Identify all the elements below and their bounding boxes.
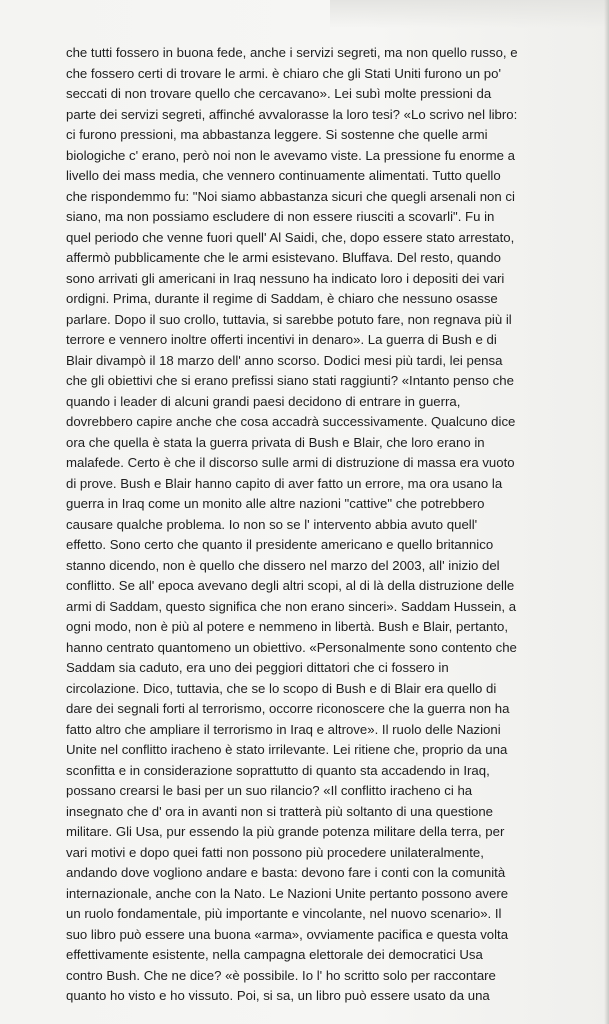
text-line: sono arrivati gli americani in Iraq nessuno ha indicato loro i depositi dei vari [66, 270, 505, 286]
text-line: causare qualche problema. Io non so se l' intervento abbia avuto quell' [66, 516, 478, 532]
text-line: stanno dicendo, non è quello che dissero nel marzo del 2003, all' inizio del [66, 557, 500, 573]
text-line: che tutti fossero in buona fede, anche i servizi segreti, ma non quello russo, e [66, 45, 518, 60]
text-line: malafede. Certo è che il discorso sulle armi di distruzione di massa era vuoto [66, 455, 515, 470]
text-line: quanto ho visto e ho vissuto. Poi, si sa, un libro può essere usato da una [66, 988, 490, 1003]
text-line: ci furono pressioni, ma abbastanza leggere. Si sostenne che quelle armi [66, 127, 488, 142]
text-line: livello dei mass media, che vennero continuamente alimentati. Tutto quello [66, 168, 501, 183]
text-line: un ruolo fondamentale, più importante e vincolante, nel nuovo scenario». Il [66, 906, 502, 921]
text-line: biologiche c' erano, però noi non le avevamo viste. La pressione fu enorme a [66, 147, 515, 163]
text-line: che fossero certi di trovare le armi. è chiaro che gli Stati Uniti furono un po' [66, 65, 501, 81]
text-line: andando dove vogliono andare e basta: devono fare i conti con la comunità [66, 865, 506, 880]
text-line: vari motivi e dopo quei fatti non possono più procedere unilateralmente, [66, 844, 484, 860]
page-edge [604, 0, 609, 1024]
text-line: fatto altro che ampliare il terrorismo in Iraq e altrove». Il ruolo delle Nazioni [66, 721, 501, 737]
text-line: armi di Saddam, questo significa che non erano sinceri». Saddam Hussein, a [66, 598, 517, 614]
text-line: quando i leader di alcuni grandi paesi decidono di entrare in guerra, [66, 393, 461, 409]
text-line: circolazione. Dico, tuttavia, che se lo scopo di Bush e di Blair era quello di [66, 680, 497, 696]
text-line: seccati di non trovare quello che cercavano». Lei subì molte pressioni da [66, 86, 492, 101]
article-text [66, 43, 560, 1007]
text-line: ora che quella è stata la guerra privata di Bush e Blair, che loro erano in [66, 434, 485, 450]
text-line: quel periodo che venne fuori quell' Al Saidi, che, dopo essere stato arrestato, [66, 229, 515, 245]
text-line: sconfitta e in considerazione soprattutto di quanto sta accadendo in Iraq, [66, 762, 490, 778]
text-line: insegnato che d' ora in avanti non si tratterà più soltanto di una questione [66, 803, 494, 819]
text-line: possano crearsi le basi per un suo rilancio? «Il conflitto iracheno ci ha [66, 783, 473, 798]
text-line: effetto. Sono certo che quanto il presidente americano e quello britannico [66, 537, 494, 552]
text-line: guerra in Iraq come un monito alle altre nazioni "cattive" che potrebbero [66, 496, 485, 511]
text-line: dare dei segnali forti al terrorismo, occorre riconoscere che la guerra non ha [66, 701, 510, 716]
text-line: parlare. Dopo il suo crollo, tuttavia, si sarebbe potuto fare, non regnava più il [66, 311, 512, 327]
text-line: militare. Gli Usa, pur essendo la più grande potenza militare della terra, per [66, 824, 505, 839]
text-line: parte dei servizi segreti, affinché avvalorasse la loro tesi? «Lo scrivo nel libro: [66, 106, 518, 122]
text-line: Saddam sia caduto, era uno dei peggiori dittatori che ci fossero in [66, 660, 449, 675]
text-line: ogni modo, non è più al potere e nemmeno in libertà. Bush e Blair, pertanto, [66, 619, 509, 634]
text-line: Unite nel conflitto iracheno è stato irrilevante. Lei ritiene che, proprio da una [66, 742, 508, 757]
text-line: siano, ma non possiamo escludere di non essere riusciti a scovarli". Fu in [66, 209, 495, 224]
text-line: ordigni. Prima, durante il regime di Saddam, è chiaro che nessuno osasse [66, 291, 498, 306]
text-line: hanno centrato quantomeno un obiettivo. «Personalmente sono contento che [66, 639, 517, 655]
text-line: conflitto. Se all' epoca avevano degli altri scopi, al di là della distruzione delle [66, 578, 515, 593]
text-line: che rispondemmo fu: "Noi siamo abbastanza sicuri che quegli arsenali non ci [66, 188, 515, 204]
text-line: suo libro può essere una buona «arma», ovviamente pacifica e questa volta [66, 926, 509, 942]
text-line: terrore e vennero inoltre offerti incentivi in denaro». La guerra di Bush e di [66, 332, 497, 347]
text-line: contro Bush. Che ne dice? «è possibile. Io l' ho scritto solo per raccontare [66, 967, 496, 983]
text-line: affermò pubblicamente che le armi esistevano. Bluffava. Del resto, quando [66, 250, 501, 265]
text-line: dovrebbero capire anche che cosa accadrà successivamente. Qualcuno dice [66, 414, 516, 429]
text-line: di prove. Bush e Blair hanno capito di aver fatto un errore, ma ora usano la [66, 475, 503, 491]
text-line: internazionale, anche con la Nato. Le Nazioni Unite pertanto possono avere [66, 885, 509, 901]
text-line: che gli obiettivi che si erano prefissi siano stati raggiunti? «Intanto penso che [66, 373, 514, 388]
text-line: effettivamente esistente, nella campagna elettorale dei democratici Usa [66, 947, 483, 962]
text-line: Blair divampò il 18 marzo dell' anno scorso. Dodici mesi più tardi, lei pensa [66, 352, 503, 368]
scan-shadow [330, 0, 609, 28]
